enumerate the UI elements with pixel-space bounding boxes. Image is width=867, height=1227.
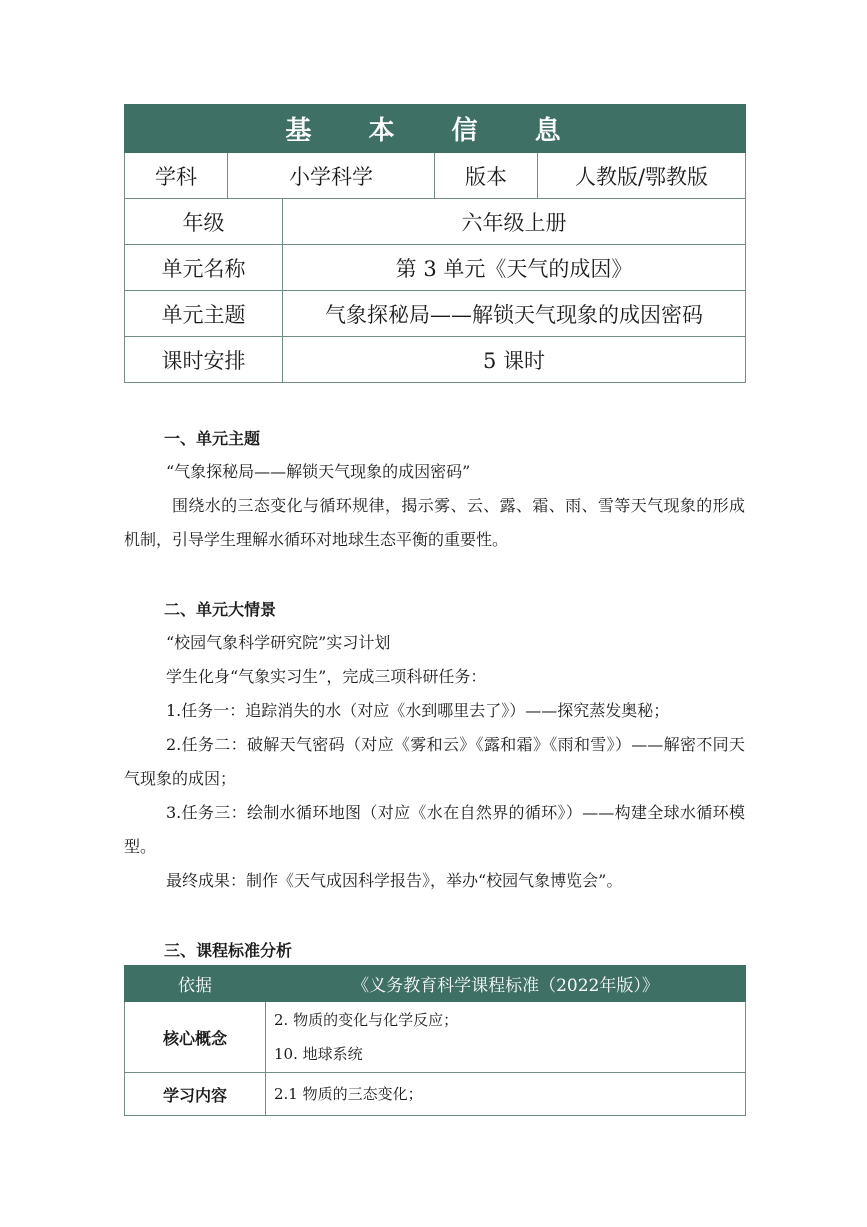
section2-body xyxy=(124,626,745,898)
learning-content-item-1: 2.1 物质的三态变化； xyxy=(274,1085,423,1103)
core-concept-item-2: 10. 地球系统 xyxy=(274,1045,363,1063)
curriculum-standard-table xyxy=(124,965,746,1116)
hours-value: 5 课时 xyxy=(283,337,746,383)
edition-label: 版本 xyxy=(435,153,538,199)
edition-value: 人教版/鄂教版 xyxy=(538,153,746,199)
basic-info-banner: 基 本 信 息 xyxy=(125,105,746,153)
col-header-standard: 《义务教育科学课程标准（2022年版）》 xyxy=(266,966,746,1002)
hours-label: 课时安排 xyxy=(125,337,283,383)
section2-result: 最终成果：制作《天气成因科学报告》，举办“校园气象博览会”。 xyxy=(166,871,623,890)
unit-name-label: 单元名称 xyxy=(125,245,283,291)
section2-heading: 二、单元大情景 xyxy=(164,600,277,619)
basic-info-table xyxy=(124,104,746,383)
unit-name-value: 第 3 单元《天气的成因》 xyxy=(283,245,746,291)
section3-heading: 三、课程标准分析 xyxy=(164,941,293,960)
section2-task2: 2.任务二：破解天气密码（对应《雾和云》《露和霜》《雨和雪》）——解密不同天气现象的成因； xyxy=(124,735,745,788)
col-header-basis: 依据 xyxy=(125,966,266,1002)
section2-task3: 3.任务三：绘制水循环地图（对应《水在自然界的循环》）——构建全球水循环模型。 xyxy=(124,803,745,856)
core-concept-label: 核心概念 xyxy=(125,1002,266,1073)
unit-theme-value: 气象探秘局——解锁天气现象的成因密码 xyxy=(283,291,746,337)
learning-content-label: 学习内容 xyxy=(125,1073,266,1116)
learning-content-cell xyxy=(266,1073,746,1116)
section1-line2: 围绕水的三态变化与循环规律，揭示雾、云、露、霜、雨、雪等天气现象的形成机制，引导学生理解水循环对地球生态平衡的重要性。 xyxy=(124,496,745,549)
section1-line1: “气象探秘局——解锁天气现象的成因密码” xyxy=(166,462,471,481)
core-concept-item-1: 2. 物质的变化与化学反应； xyxy=(274,1011,459,1029)
core-concept-cell xyxy=(266,1002,746,1073)
subject-value: 小学科学 xyxy=(228,153,435,199)
section1-body xyxy=(124,455,745,557)
section2-task1: 1.任务一：追踪消失的水（对应《水到哪里去了》）——探究蒸发奥秘； xyxy=(166,701,670,720)
section2-line1: “校园气象科学研究院”实习计划 xyxy=(166,633,391,652)
section1-heading: 一、单元主题 xyxy=(164,429,261,448)
section2-line2: 学生化身“气象实习生”，完成三项科研任务： xyxy=(166,667,487,686)
subject-label: 学科 xyxy=(125,153,228,199)
grade-value: 六年级上册 xyxy=(283,199,746,245)
unit-theme-label: 单元主题 xyxy=(125,291,283,337)
grade-label: 年级 xyxy=(125,199,283,245)
